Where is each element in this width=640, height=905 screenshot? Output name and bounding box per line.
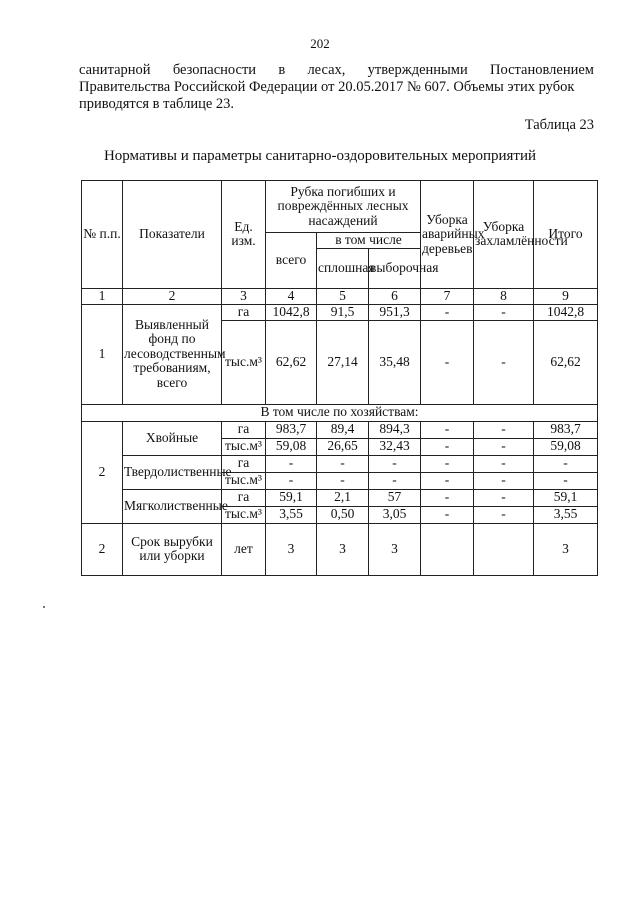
farms-subheader: В том числе по хозяйствам:: [82, 404, 598, 421]
page-number: 202: [310, 36, 330, 51]
table-row: Мягколиственные га 59,1 2,1 57 - - 59,1: [82, 489, 598, 506]
header-indicator: Показатели: [123, 181, 222, 289]
header-total: Итого: [534, 181, 598, 289]
table-row: тыс.м³ 62,62 27,14 35,48 - - 62,62: [82, 320, 598, 404]
paragraph-line-2: Правительства Российской Федерации от 20.05.2017 № 607. Объемы этих рубок: [79, 79, 575, 95]
header-selective: выборочная: [369, 248, 421, 288]
header-num: № п.п.: [82, 181, 123, 289]
paragraph-line-3: приводятся в таблице 23.: [79, 96, 235, 112]
sanitary-measures-table: [81, 180, 598, 576]
table-caption: Нормативы и параметры санитарно-оздоровительных мероприятий: [103, 148, 537, 164]
table-row: 2 Хвойные га 983,7 89,4 894,3 - - 983,7: [82, 421, 598, 438]
header-incl: в том числе: [317, 233, 421, 249]
farm-label-softwood: Мягколиственные: [123, 489, 222, 523]
term-label: Срок вырубки или уборки: [123, 523, 222, 575]
header-unit: Ед. изм.: [222, 181, 266, 289]
fund-label: Выявленный фонд по лесоводственным требованиям, всего: [123, 304, 222, 404]
fund-num: 1: [82, 304, 123, 404]
farm-label-hardwood: Твердолиственные: [123, 455, 222, 489]
header-felling-group: Рубка погибших и повреждённых лесных насаждений: [266, 181, 421, 233]
table-row: тыс.м³ 59,08 26,65 32,43 - - 59,08: [82, 438, 598, 455]
term-num: 2: [82, 523, 123, 575]
header-clear: сплошная: [317, 248, 369, 288]
table-row: 2 Срок вырубки или уборки лет 3 3 3 3: [82, 523, 598, 575]
header-felling-total: всего: [266, 233, 317, 289]
farm-label-conifer: Хвойные: [123, 421, 222, 455]
table-row: Твердолиственные га - - - - - -: [82, 455, 598, 472]
scan-speck: [43, 606, 45, 608]
header-deadwood: Уборка захламлённости: [474, 181, 534, 289]
header-emergency: Уборка аварийных деревьев: [421, 181, 474, 289]
intro-paragraph: [79, 62, 594, 113]
column-numbers-row: 1 2 3 4 5 6 7 8 9: [82, 288, 598, 304]
paragraph-line-1: санитарной безопасности в лесах, утвержденными Постановлением: [79, 62, 594, 78]
table-row: тыс.м³ - - - - - -: [82, 472, 598, 489]
table-row: тыс.м³ 3,55 0,50 3,05 - - 3,55: [82, 506, 598, 523]
table-row: 1 Выявленный фонд по лесоводственным требованиям, всего га 1042,8 91,5 951,3 - - 1042,8: [82, 304, 598, 320]
table-number: Таблица 23: [524, 117, 594, 133]
farms-num: 2: [82, 421, 123, 523]
